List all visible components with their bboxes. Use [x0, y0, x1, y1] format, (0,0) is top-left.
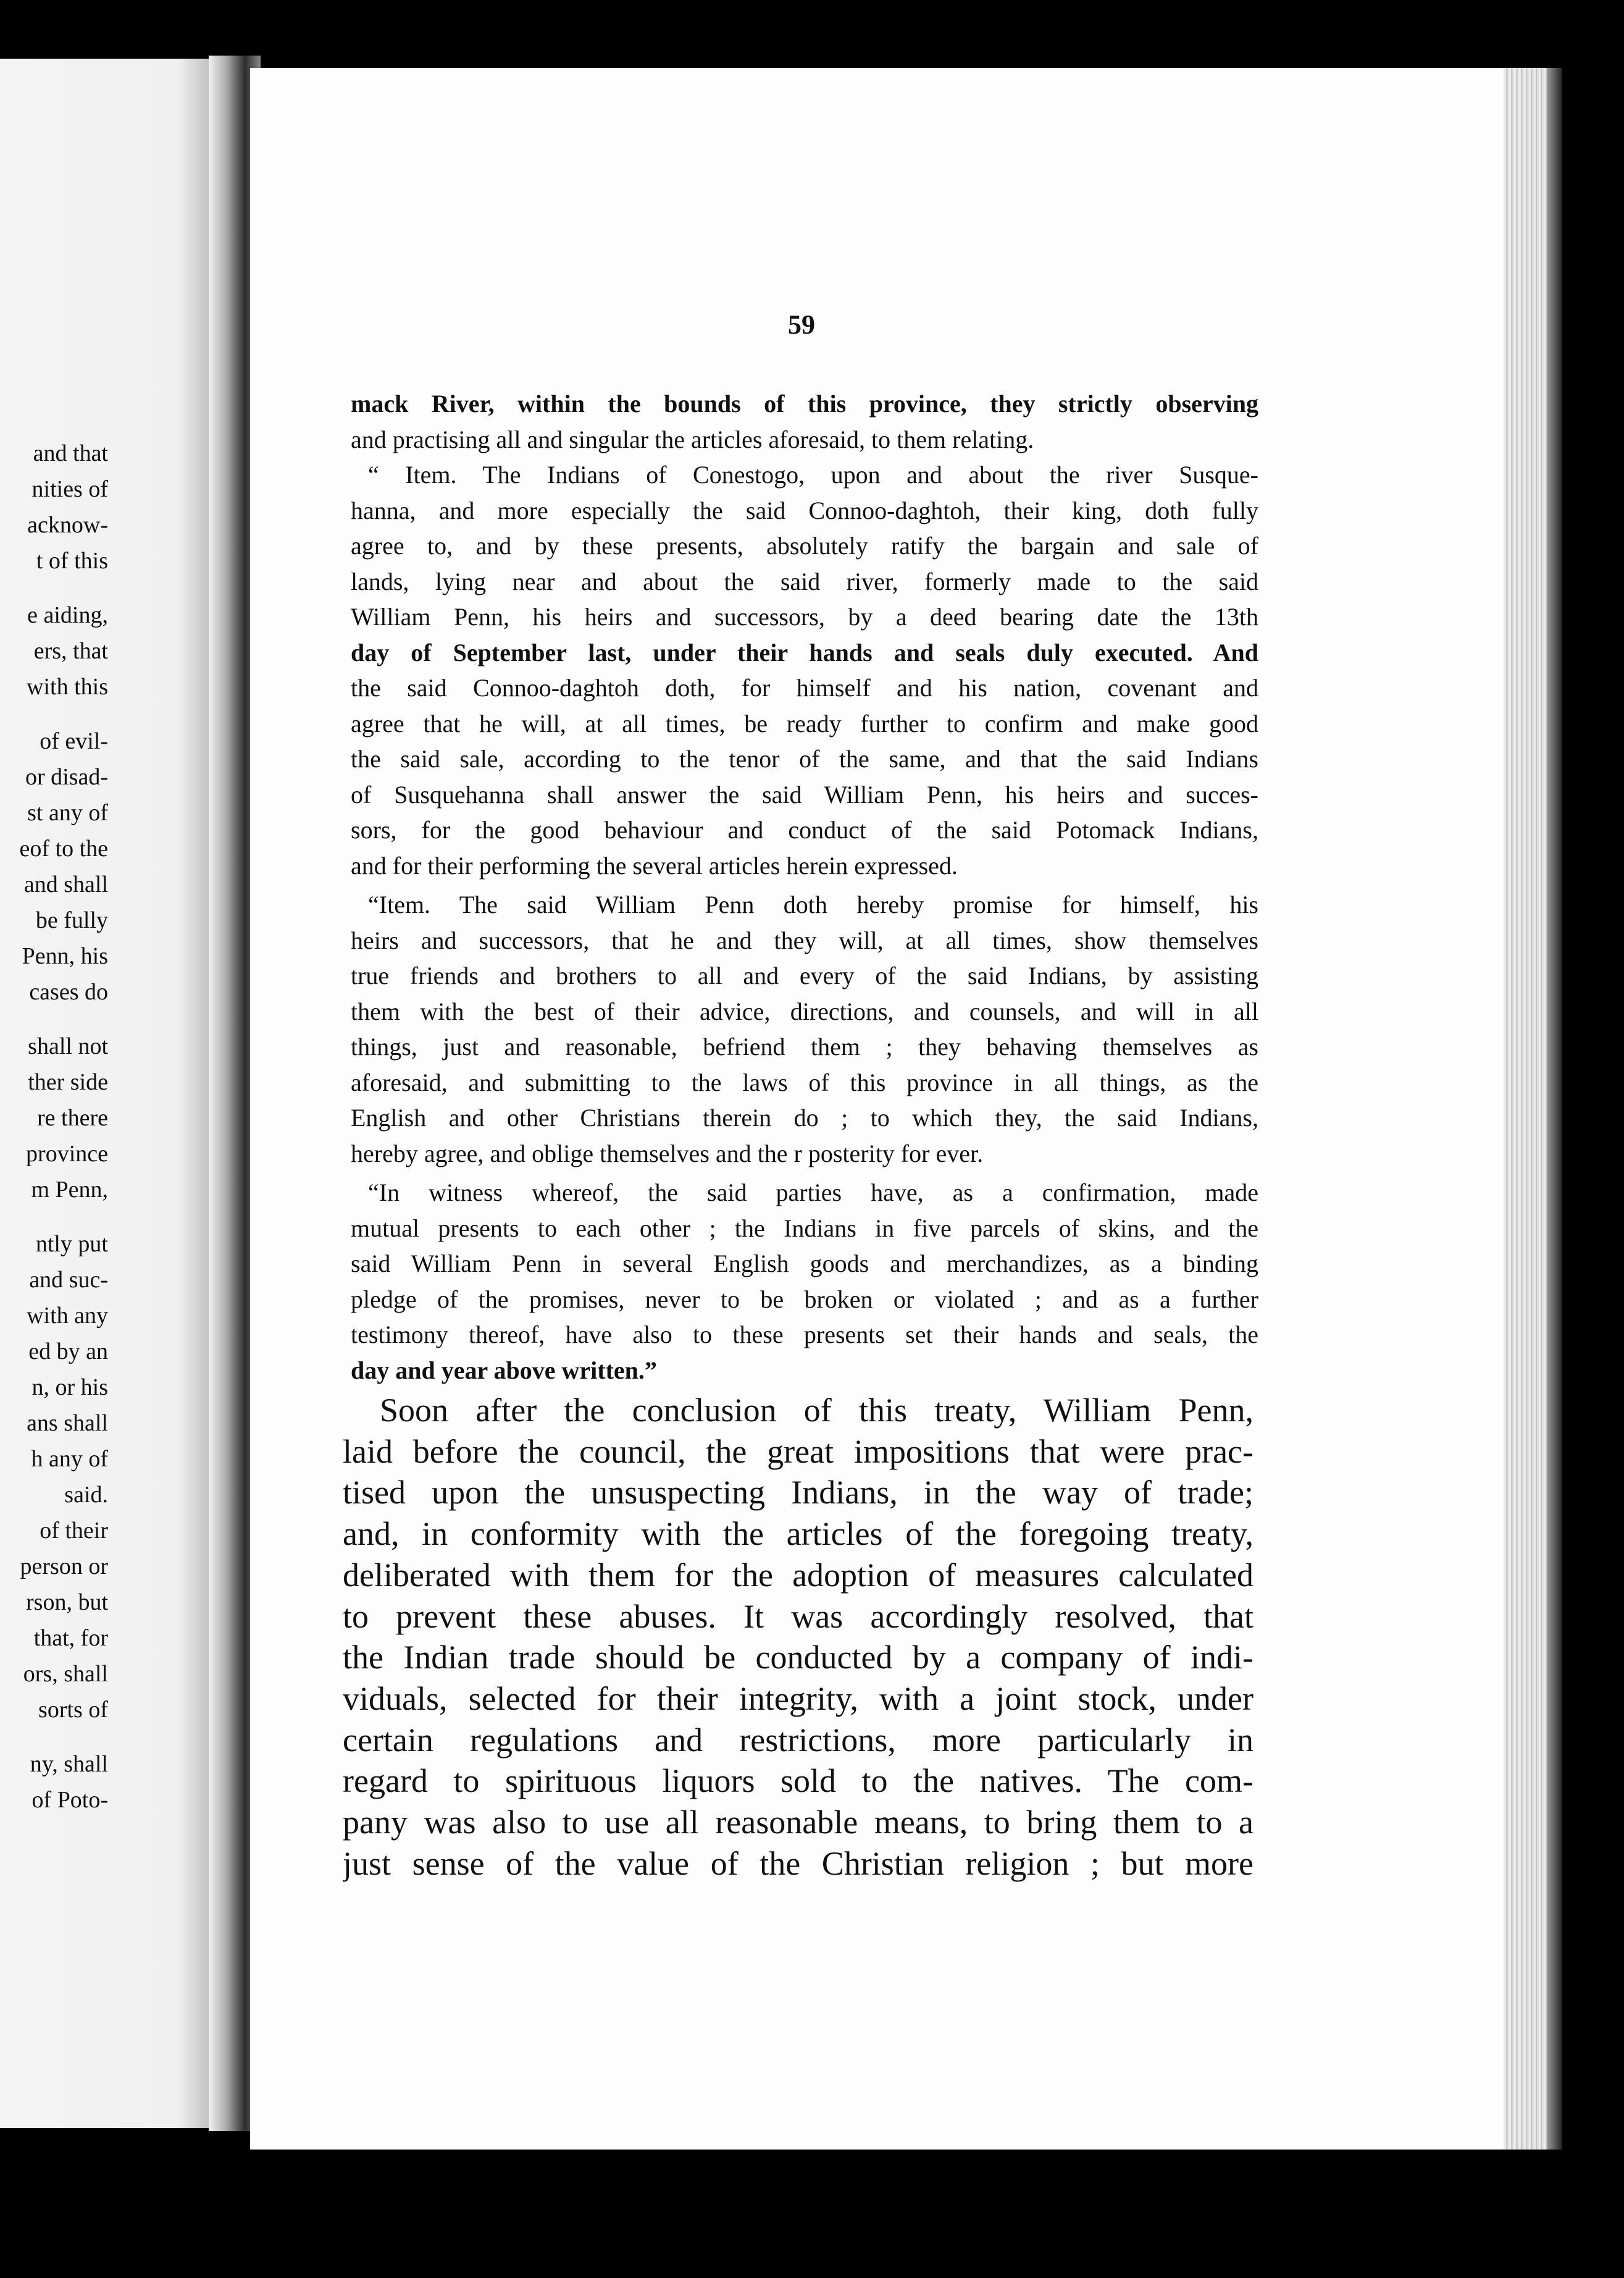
quote-line: aforesaid, and submitting to the laws of this province in all things, as the: [351, 1068, 1258, 1096]
left-page-line: h any of: [31, 1446, 108, 1472]
quote-line: “In witness whereof, the said parties have, as a confirmation, made: [368, 1179, 1258, 1206]
left-page-line: person or: [20, 1553, 108, 1579]
left-page-line: st any of: [27, 800, 108, 826]
quote-line: mutual presents to each other ; the Indians in five parcels of skins, and the: [351, 1214, 1258, 1242]
quote-line: agree that he will, at all times, be ready further to confirm and make good: [351, 709, 1258, 738]
left-page-line: and that: [33, 440, 108, 466]
left-page-line: sorts of: [38, 1697, 108, 1723]
body-line: regard to spirituous liquors sold to the natives. The com-: [343, 1762, 1254, 1800]
body-line: tised upon the unsuspecting Indians, in the way of trade;: [343, 1474, 1254, 1511]
line-gap: [0, 705, 108, 723]
left-page-line: t of this: [36, 548, 108, 574]
line-gap: [0, 579, 108, 597]
left-page-line: and shall: [23, 872, 108, 897]
left-page-line: cases do: [29, 979, 108, 1005]
body-line: to prevent these abuses. It was accordingly resolved, that: [343, 1597, 1254, 1635]
quote-line: William Penn, his heirs and successors, by a deed bearing date the 13th: [351, 603, 1258, 631]
quote-line: the said Connoo-daghtoh doth, for himself and his nation, covenant and: [351, 674, 1258, 702]
quote-line: lands, lying near and about the said river, formerly made to the said: [351, 567, 1258, 595]
left-page-text: [0, 435, 108, 1818]
quote-line: sors, for the good behaviour and conduct of the said Potomack Indians,: [351, 816, 1258, 844]
left-page-line: e aiding,: [27, 602, 108, 628]
left-page-line: rson, but: [26, 1589, 108, 1615]
left-page-line: with any: [27, 1303, 108, 1329]
treaty-quotation: [351, 386, 1258, 1388]
quote-line: hanna, and more especially the said Connoo-daghtoh, their king, doth fully: [351, 496, 1258, 524]
quote-line: testimony thereof, have also to these presents set their hands and seals, the: [351, 1321, 1258, 1348]
quote-line: and for their performing the several articles herein expressed.: [351, 851, 958, 880]
quote-line: day and year above written.”: [351, 1356, 657, 1384]
left-page-line: of their: [40, 1518, 108, 1544]
left-page-line: Penn, his: [22, 943, 108, 969]
left-page-line: eof to the: [19, 836, 108, 862]
body-line: pany was also to use all reasonable means, to bring them to a: [343, 1804, 1254, 1841]
quote-line: and practising all and singular the articles aforesaid, to them relating.: [351, 425, 1034, 453]
quote-line: mack River, within the bounds of this province, they strictly observing: [351, 390, 1258, 418]
left-page-line: ther side: [28, 1069, 108, 1095]
body-line: certain regulations and restrictions, more particularly in: [343, 1721, 1254, 1759]
left-page-line: province: [26, 1141, 108, 1167]
left-page-line: and suc-: [29, 1267, 108, 1293]
quote-line: pledge of the promises, never to be broken or violated ; and as a further: [351, 1285, 1258, 1313]
left-page-line: that, for: [33, 1625, 108, 1651]
left-page-line: ans shall: [27, 1410, 108, 1436]
page-edge-shadow: [1547, 68, 1562, 2150]
left-page-line: ors, shall: [23, 1661, 108, 1687]
quote-line: agree to, and by these presents, absolutely ratify the bargain and sale of: [351, 532, 1258, 560]
left-page-line: of Poto-: [31, 1787, 108, 1813]
body-line: deliberated with them for the adoption of measures calculated: [343, 1556, 1254, 1594]
line-gap: [0, 1208, 108, 1226]
left-page-line: acknow-: [27, 512, 108, 538]
page-number: 59: [788, 309, 815, 340]
quote-line: true friends and brothers to all and every of the said Indians, by assisting: [351, 962, 1258, 990]
quote-line: hereby agree, and oblige themselves and the r posterity for ever.: [351, 1139, 984, 1167]
page-edges: [1504, 68, 1550, 2150]
body-line: laid before the council, the great impositions that were prac-: [343, 1432, 1254, 1470]
left-page-line: be fully: [35, 907, 108, 933]
line-gap: [0, 1728, 108, 1746]
left-page-line: ers, that: [33, 638, 108, 664]
body-line: and, in conformity with the articles of the foregoing treaty,: [343, 1515, 1254, 1553]
left-page-line: or disad-: [25, 764, 108, 790]
body-line: viduals, selected for their integrity, with a joint stock, under: [343, 1679, 1254, 1717]
quote-line: said William Penn in several English goods and merchandizes, as a binding: [351, 1250, 1258, 1277]
left-page-line: ny, shall: [30, 1751, 108, 1777]
quote-line: heirs and successors, that he and they will, at all times, show themselves: [351, 926, 1258, 954]
left-page-line: nities of: [31, 476, 108, 502]
quote-line: of Susquehanna shall answer the said William Penn, his heirs and succes-: [351, 780, 1258, 809]
body-line: just sense of the value of the Christian religion ; but more: [343, 1844, 1254, 1882]
quote-line: “ Item. The Indians of Conestogo, upon and about the river Susque-: [368, 461, 1258, 489]
body-line: Soon after the conclusion of this treaty, William Penn,: [380, 1392, 1254, 1429]
quote-line: things, just and reasonable, befriend them ; they behaving themselves as: [351, 1033, 1258, 1061]
quote-line: “Item. The said William Penn doth hereby promise for himself, his: [368, 891, 1258, 918]
body-line: the Indian trade should be conducted by a company of indi-: [343, 1639, 1254, 1676]
body-paragraph: [343, 1390, 1254, 1884]
quote-line: English and other Christians therein do ; to which they, the said Indians,: [351, 1104, 1258, 1132]
quote-line: day of September last, under their hands and seals duly executed. And: [351, 638, 1258, 666]
line-gap: [0, 1010, 108, 1028]
quote-line: the said sale, according to the tenor of the same, and that the said Indians: [351, 745, 1258, 773]
left-page-line: ntly put: [35, 1231, 108, 1257]
left-page-line: ed by an: [28, 1339, 108, 1364]
left-page-line: with this: [27, 674, 108, 700]
quote-line: them with the best of their advice, directions, and counsels, and will in all: [351, 997, 1258, 1025]
left-page-line: of evil-: [40, 728, 108, 754]
left-page-line: re there: [37, 1105, 108, 1131]
left-page-line: said.: [64, 1482, 108, 1508]
left-page-line: n, or his: [31, 1374, 108, 1400]
left-page-line: m Penn,: [31, 1177, 108, 1203]
left-page-line: shall not: [28, 1033, 108, 1059]
